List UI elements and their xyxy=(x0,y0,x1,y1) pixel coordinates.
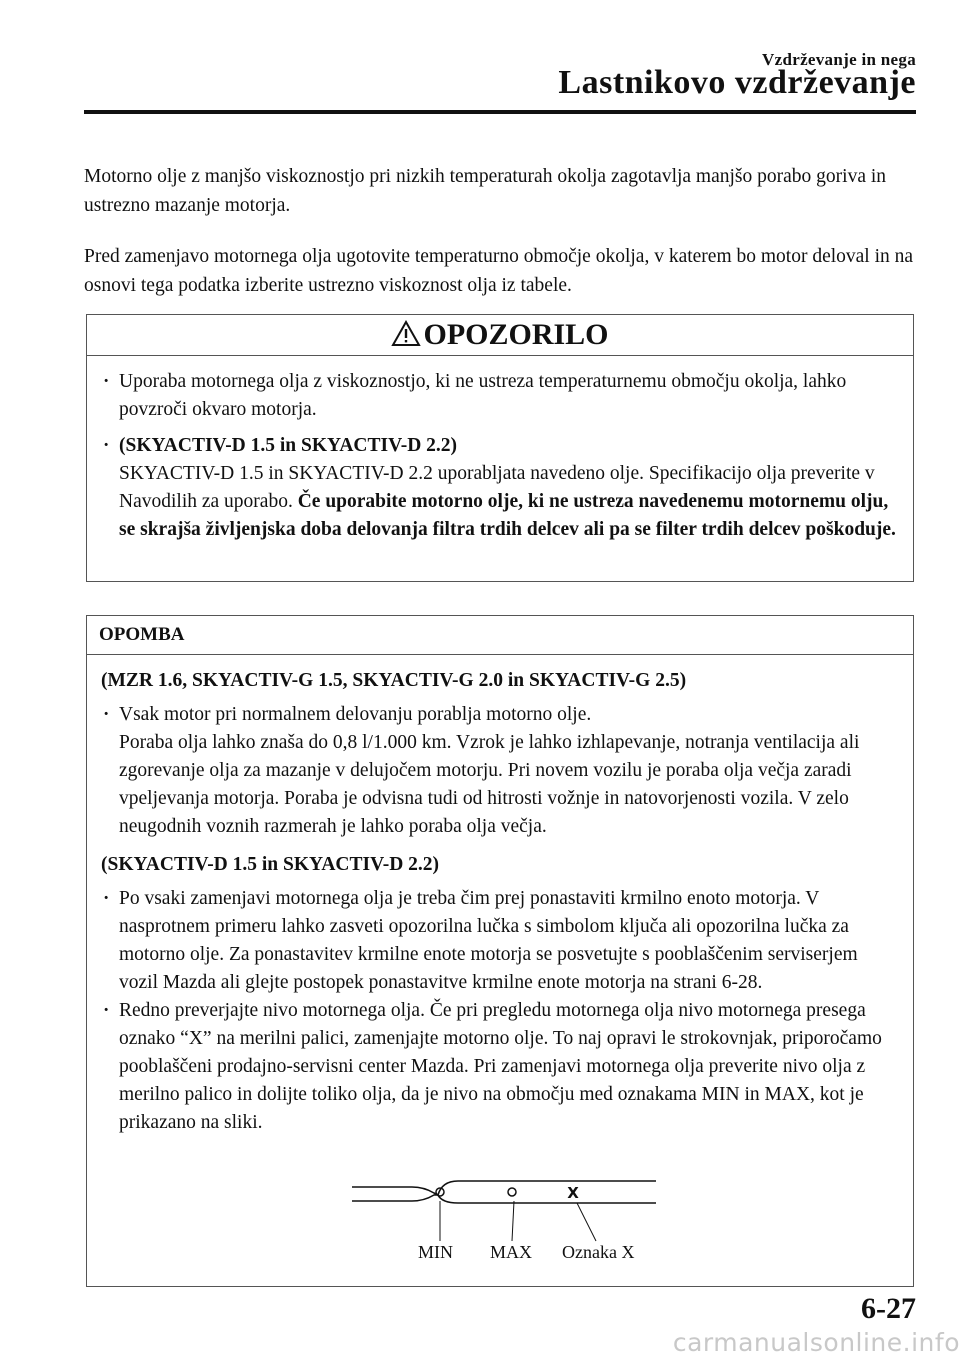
note-item-text: Vsak motor pri normalnem delovanju porablja motorno olje. xyxy=(119,704,592,725)
x-label: Oznaka X xyxy=(562,1242,635,1262)
bullet-dot: · xyxy=(103,371,110,392)
warning-item xyxy=(101,368,899,424)
warning-box xyxy=(86,314,914,582)
bullet-dot: · xyxy=(103,435,110,456)
watermark: carmanualsonline.info xyxy=(672,1328,960,1357)
page-title: Lastnikovo vzdrževanje xyxy=(558,64,916,101)
x-leader xyxy=(577,1203,596,1241)
max-label: MAX xyxy=(490,1242,533,1262)
warning-body xyxy=(87,356,913,556)
note-title: OPOMBA xyxy=(99,624,185,645)
warning-item-emphasis: Če uporabite motorno olje, ki ne ustreza navedenemu motornemu olju, se skrajša življenjska doba delovanja filtra trdih delcev ali pa se filter trdih delcev poškoduje. xyxy=(119,491,896,540)
warning-item-text: SKYACTIV-D 1.5 in SKYACTIV-D 2.2 uporabljata navedeno olje. Specifikacijo olja preverite v Navodilih za uporabo. xyxy=(119,463,875,512)
intro-paragraph-2: Pred zamenjavo motornega olja ugotovite temperaturno območje okolja, v katerem bo motor deloval in na osnovi tega podatka izberite ustrezno viskoznost olja iz tabele. xyxy=(84,246,914,296)
bullet-dot: · xyxy=(103,888,110,909)
max-leader xyxy=(512,1201,514,1241)
warning-item-heading: (SKYACTIV-D 1.5 in SKYACTIV-D 2.2) xyxy=(119,435,458,456)
warning-title: OPOZORILO xyxy=(423,318,609,351)
note-item-text: Redno preverjajte nivo motornega olja. Če pri pregledu motornega olja nivo motornega presega oznako “X” na merilni palici, zamenjajte motorno olje. To naj opravi le strokovnjak, priporočamo pooblaščeni prodajno-servisni center Mazda. Pri zamenjavi motornega olja preverite nivo olja z merilno palico in dolijte toliko olja, da je nivo na območju med oznakama MIN in MAX, kot je prikazano na sliki. xyxy=(119,1000,882,1133)
note-item xyxy=(101,885,899,997)
warning-item-text: Uporaba motornega olja z viskoznostjo, ki ne ustreza temperaturnemu območju okolja, lahko povzroči okvaro motorja. xyxy=(119,371,847,420)
note-item xyxy=(101,997,899,1137)
warning-header xyxy=(87,315,913,356)
note-item-text: Poraba olja lahko znaša do 0,8 l/1.000 km. Vzrok je lahko izhlapevanje, notranja ventilacija ali zgorevanje olja za mazanje v delujočem motorju. Pri novem vozilu je poraba olja večja zaradi vpeljevanja motorja. Poraba je odvisna tudi od hitrosti vožnje in natovorjenosti vozila. V zelo neugodnih voznih razmerah je lahko poraba olja večja. xyxy=(119,732,860,837)
bullet-dot: · xyxy=(103,704,110,725)
warning-item xyxy=(101,432,899,544)
min-label: MIN xyxy=(418,1242,453,1262)
note-section-heading: (MZR 1.6, SKYACTIV-G 1.5, SKYACTIV-G 2.0 in SKYACTIV-G 2.5) xyxy=(101,670,687,691)
intro-paragraph-1: Motorno olje z manjšo viskoznostjo pri nizkih temperaturah okolja zagotavlja manjšo porabo goriva in ustrezno mazanje motorja. xyxy=(84,166,887,216)
note-item xyxy=(101,701,899,841)
note-item-text: Po vsaki zamenjavi motornega olja je treba čim prej ponastaviti krmilno enoto motorja. V nasprotnem primeru lahko zasveti opozorilna lučka s simbolom ključa ali opozorilna lučka za motorno olje. Za ponastavitev krmilne enote motorja se posvetujte s pooblaščenim serviserjem vozil Mazda ali glejte postopek ponastavitve krmilne enote motorja na strani 6-28. xyxy=(119,888,858,993)
page-number: 6-27 xyxy=(861,1292,916,1325)
section-name: Vzdrževanje in nega xyxy=(762,50,916,69)
max-mark xyxy=(508,1188,516,1196)
header-rule xyxy=(84,110,916,114)
note-section-heading: (SKYACTIV-D 1.5 in SKYACTIV-D 2.2) xyxy=(101,854,440,875)
dipstick-outline xyxy=(352,1181,656,1203)
bullet-dot: · xyxy=(103,1000,110,1021)
note-body xyxy=(87,655,913,1149)
warning-triangle-icon xyxy=(391,320,421,347)
x-mark: X xyxy=(567,1184,579,1202)
note-header xyxy=(87,616,913,655)
